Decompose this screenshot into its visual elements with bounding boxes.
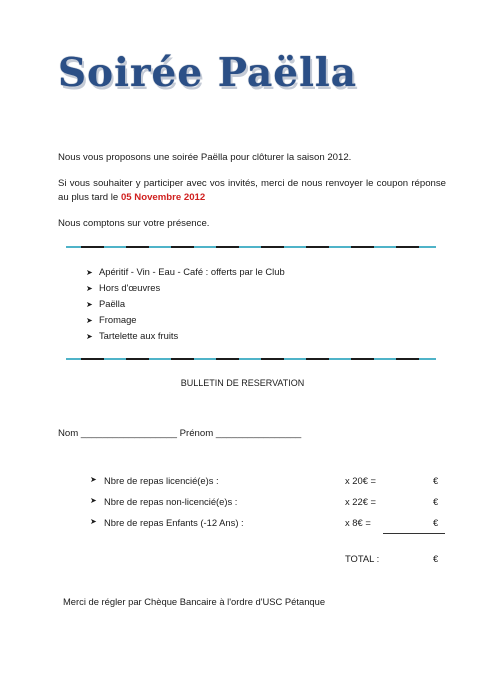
arrow-bullet-icon: ➤: [86, 268, 93, 277]
arrow-bullet-icon: ➤: [86, 300, 93, 309]
payment-note: Merci de régler par Chèque Bancaire à l'ordre d'USC Pétanque: [63, 596, 326, 607]
page-title: Soirée Paëlla: [58, 50, 358, 96]
arrow-bullet-icon: ➤: [90, 496, 97, 505]
total-label: TOTAL :: [345, 553, 380, 564]
intro-line-2: [58, 177, 446, 205]
arrow-bullet-icon: ➤: [86, 332, 93, 341]
arrow-bullet-icon: ➤: [90, 475, 97, 484]
row-price: x 22€ =: [345, 496, 377, 507]
intro-line-1: Nous vous proposons une soirée Paëlla pour clôturer la saison 2012.: [58, 152, 352, 163]
row-label: Nbre de repas Enfants (-12 Ans) :: [104, 517, 244, 528]
row-label: Nbre de repas non-licencié(e)s :: [104, 496, 238, 507]
deadline-date: 05 Novembre 2012: [120, 192, 206, 203]
arrow-bullet-icon: ➤: [86, 316, 93, 325]
menu-item: ➤ Apéritif - Vin - Eau - Café : offerts par le Club: [86, 264, 285, 280]
menu-item: ➤ Tartelette aux fruits: [86, 328, 285, 344]
row-label: Nbre de repas licencié(e)s :: [104, 475, 219, 486]
arrow-bullet-icon: ➤: [90, 517, 97, 526]
divider-bottom: [66, 358, 436, 360]
row-currency: €: [433, 475, 439, 486]
menu-list: [86, 264, 285, 344]
total-separator-line: [383, 533, 445, 534]
row-price: x 20€ =: [345, 475, 377, 486]
intro-line-2-text: Si vous souhaiter y participer avec vos invités, merci de nous renvoyer le coupon réponse au plus tard le: [58, 178, 446, 203]
menu-item: ➤ Hors d'œuvres: [86, 280, 285, 296]
form-heading: BULLETIN DE RESERVATION: [180, 378, 305, 388]
row-currency: €: [433, 517, 439, 528]
total-currency: €: [433, 553, 439, 564]
name-fields-line: Nom __________________ Prénom ________________: [58, 428, 302, 439]
menu-item: ➤ Fromage: [86, 312, 285, 328]
arrow-bullet-icon: ➤: [86, 284, 93, 293]
row-currency: €: [433, 496, 439, 507]
row-price: x 8€ =: [345, 517, 371, 528]
divider-top: [66, 246, 436, 248]
intro-line-3: Nous comptons sur votre présence.: [58, 218, 210, 229]
menu-item: ➤ Paëlla: [86, 296, 285, 312]
